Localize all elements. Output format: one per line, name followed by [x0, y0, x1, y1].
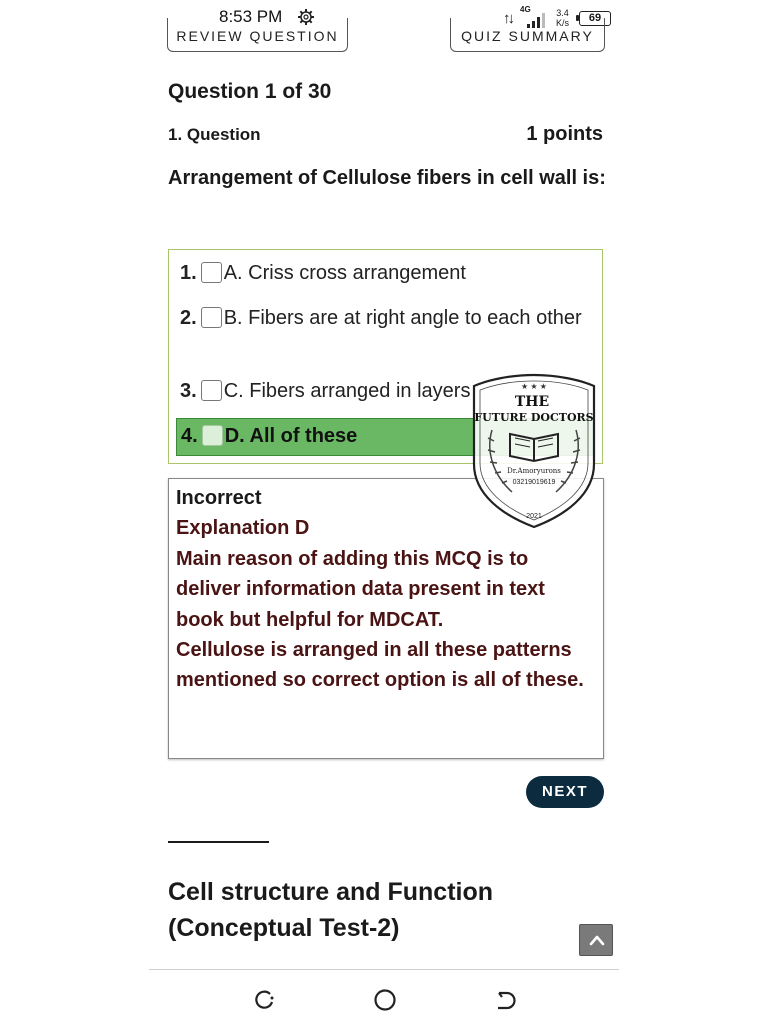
battery-level: 69 [588, 11, 602, 24]
answer-option[interactable] [180, 259, 595, 288]
answer-option[interactable] [180, 304, 595, 333]
watermark-name: Dr.Amoryurons [507, 467, 561, 475]
answer-number: 1. [180, 262, 197, 284]
quiz-summary-label: QUIZ SUMMARY [461, 28, 594, 44]
scroll-to-top-button[interactable] [579, 924, 613, 956]
next-button[interactable]: NEXT [526, 776, 604, 808]
review-question-button[interactable] [167, 18, 348, 52]
watermark-year: 2021 [526, 513, 542, 520]
status-time: 8:53 PM [219, 7, 283, 26]
network-activity-icon: ↑↓ [503, 9, 512, 27]
home-circle-icon[interactable] [371, 986, 399, 1014]
speed-value: 3.4 [556, 8, 569, 18]
answer-text: C. Fibers arranged in layers [223, 380, 471, 402]
status-bar [0, 0, 768, 38]
answer-text: A. Criss cross arrangement [223, 262, 466, 284]
answer-checkbox[interactable] [201, 262, 222, 283]
back-icon[interactable] [491, 986, 519, 1014]
nav-bar-divider [149, 969, 619, 970]
quiz-title: Cell structure and Function (Conceptual Test-2) [168, 878, 494, 942]
watermark-phone: 03219019619 [512, 479, 556, 486]
watermark-line1: THE [514, 394, 550, 410]
answer-checkbox[interactable] [201, 307, 222, 328]
answer-text: B. Fibers are at right angle to each other [223, 307, 582, 329]
quiz-summary-button[interactable] [450, 18, 605, 52]
future-doctors-watermark [470, 372, 598, 529]
recent-apps-icon[interactable] [251, 986, 279, 1014]
answer-text: D. All of these [224, 425, 358, 447]
chevron-up-icon [588, 933, 606, 947]
review-question-label: REVIEW QUESTION [176, 28, 339, 44]
explanation-paragraph: Main reason of adding this MCQ is to deliver information data present in text book but helpful for MDCAT. [176, 548, 545, 631]
watermark-line2: FUTURE DOCTORS [474, 411, 594, 424]
explanation-title: Explanation D [176, 517, 310, 539]
answer-number: 2. [180, 307, 197, 329]
svg-text:★ ★ ★: ★ ★ ★ [521, 382, 547, 391]
speed-unit: K/s [556, 18, 570, 28]
answer-checkbox[interactable] [202, 425, 223, 446]
answer-number: 3. [180, 380, 197, 402]
answer-number: 4. [181, 425, 198, 447]
question-counter: Question 1 of 30 [168, 80, 332, 103]
question-number: 1. Question [168, 125, 261, 144]
question-text: Arrangement of Cellulose fibers in cell wall is: [168, 167, 606, 189]
explanation-body [176, 544, 596, 695]
result-status: Incorrect [176, 487, 262, 509]
answer-checkbox[interactable] [201, 380, 222, 401]
explanation-paragraph: Cellulose is arranged in all these patterns mentioned so correct option is all of these. [176, 638, 584, 692]
network-type: 4G [520, 5, 531, 14]
question-points: 1 points [526, 123, 603, 145]
section-divider [168, 841, 269, 843]
